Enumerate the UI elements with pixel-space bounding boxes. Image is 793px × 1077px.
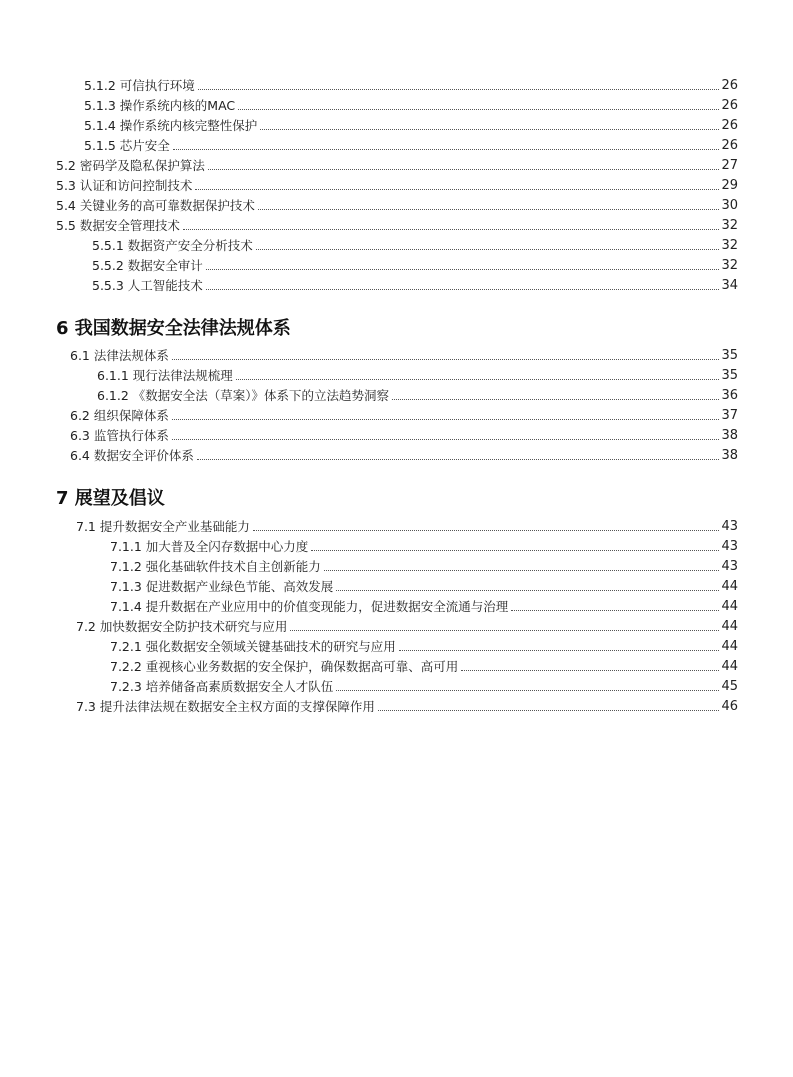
toc-entry-7-2[interactable] xyxy=(76,617,738,635)
toc-entry-title: 5.1.2 可信执行环境 xyxy=(84,78,195,93)
toc-entry-title: 7.3 提升法律法规在数据安全主权方面的支撑保障作用 xyxy=(76,699,375,714)
dot-leader xyxy=(399,650,720,651)
toc-page-number: 27 xyxy=(721,158,738,173)
toc-entry-title: 5.1.4 操作系统内核完整性保护 xyxy=(84,118,258,133)
toc-entry-title: 5.3 认证和访问控制技术 xyxy=(56,178,193,193)
dot-leader xyxy=(324,570,720,571)
toc-entry-6-3[interactable] xyxy=(70,426,738,444)
toc-page-number: 26 xyxy=(721,138,738,153)
toc-entry-7-2-3[interactable] xyxy=(110,677,738,695)
toc-entry-title: 7.1.3 促进数据产业绿色节能、高效发展 xyxy=(110,579,334,594)
dot-leader xyxy=(378,710,720,711)
toc-entry-6-1-2[interactable] xyxy=(97,386,738,404)
dot-leader xyxy=(511,610,719,611)
toc-entry-title: 5.5.3 人工智能技术 xyxy=(92,278,203,293)
dot-leader xyxy=(183,229,720,230)
toc-entry-5-3[interactable] xyxy=(56,176,738,194)
toc-entry-title: 5.5.1 数据资产安全分析技术 xyxy=(92,238,253,253)
toc-page-number: 26 xyxy=(721,78,738,93)
toc-page-number: 44 xyxy=(721,619,738,634)
toc-page-number: 37 xyxy=(721,408,738,423)
toc-entry-7-1-4[interactable] xyxy=(110,597,738,615)
toc-page-number: 34 xyxy=(721,278,738,293)
dot-leader xyxy=(256,249,720,250)
toc-entry-5-2[interactable] xyxy=(56,156,738,174)
dot-leader xyxy=(260,129,719,130)
toc-entry-7-1-2[interactable] xyxy=(110,557,738,575)
dot-leader xyxy=(198,89,720,90)
toc-page-number: 38 xyxy=(721,428,738,443)
toc-entry-title: 7.2.1 强化数据安全领域关键基础技术的研究与应用 xyxy=(110,639,396,654)
toc-page-number: 32 xyxy=(721,218,738,233)
toc-entry-6-1[interactable] xyxy=(70,346,738,364)
dot-leader xyxy=(206,289,720,290)
toc-entry-6-2[interactable] xyxy=(70,406,738,424)
toc-entry-title: 6.1.1 现行法律法规梳理 xyxy=(97,368,233,383)
dot-leader xyxy=(336,590,719,591)
toc-page-number: 36 xyxy=(721,388,738,403)
dot-leader xyxy=(236,379,720,380)
toc-page-number: 26 xyxy=(721,118,738,133)
toc-entry-title: 6.4 数据安全评价体系 xyxy=(70,448,194,463)
toc-entry-title: 6.3 监管执行体系 xyxy=(70,428,169,443)
toc-page-number: 44 xyxy=(721,659,738,674)
toc-entry-title: 5.4 关键业务的高可靠数据保护技术 xyxy=(56,198,255,213)
toc-entry-title: 7.1.1 加大普及全闪存数据中心力度 xyxy=(110,539,309,554)
toc-page-number: 43 xyxy=(721,559,738,574)
chapter-6-heading[interactable]: 6 我国数据安全法律法规体系 xyxy=(56,318,291,339)
toc-entry-5-5[interactable] xyxy=(56,216,738,234)
dot-leader xyxy=(392,399,719,400)
toc-page-number: 43 xyxy=(721,539,738,554)
toc-entry-5-4[interactable] xyxy=(56,196,738,214)
toc-entry-5-1-5[interactable] xyxy=(84,136,738,154)
toc-entry-title: 7.1.2 强化基础软件技术自主创新能力 xyxy=(110,559,321,574)
toc-page-number: 26 xyxy=(721,98,738,113)
dot-leader xyxy=(197,459,720,460)
toc-entry-5-5-1[interactable] xyxy=(92,236,738,254)
toc-entry-title: 5.1.3 操作系统内核的MAC xyxy=(84,98,236,113)
dot-leader xyxy=(172,419,720,420)
dot-leader xyxy=(195,189,719,190)
dot-leader xyxy=(290,630,719,631)
dot-leader xyxy=(208,169,720,170)
toc-page-number: 35 xyxy=(721,368,738,383)
toc-entry-title: 6.1.2 《数据安全法（草案）》体系下的立法趋势洞察 xyxy=(97,388,390,403)
toc-entry-title: 5.2 密码学及隐私保护算法 xyxy=(56,158,205,173)
toc-page-number: 44 xyxy=(721,639,738,654)
toc-page-number: 30 xyxy=(721,198,738,213)
toc-entry-title: 7.1.4 提升数据在产业应用中的价值变现能力，促进数据安全流通与治理 xyxy=(110,599,509,614)
toc-entry-title: 7.2.3 培养储备高素质数据安全人才队伍 xyxy=(110,679,334,694)
toc-page-number: 32 xyxy=(721,258,738,273)
toc-entry-7-1[interactable] xyxy=(76,517,738,535)
dot-leader xyxy=(172,439,720,440)
toc-page-number: 38 xyxy=(721,448,738,463)
dot-leader xyxy=(172,359,720,360)
toc-entry-6-4[interactable] xyxy=(70,446,738,464)
toc-entry-title: 7.2.2 重视核心业务数据的安全保护，确保数据高可靠、高可用 xyxy=(110,659,459,674)
toc-page-number: 44 xyxy=(721,599,738,614)
dot-leader xyxy=(311,550,719,551)
toc-entry-6-1-1[interactable] xyxy=(97,366,738,384)
toc-entry-5-5-2[interactable] xyxy=(92,256,738,274)
dot-leader xyxy=(238,109,719,110)
toc-page-number: 29 xyxy=(721,178,738,193)
toc-entry-5-1-2[interactable] xyxy=(84,76,738,94)
dot-leader xyxy=(461,670,719,671)
toc-entry-7-2-1[interactable] xyxy=(110,637,738,655)
toc-entry-7-1-1[interactable] xyxy=(110,537,738,555)
toc-entry-title: 6.1 法律法规体系 xyxy=(70,348,169,363)
toc-entry-5-1-4[interactable] xyxy=(84,116,738,134)
toc-page-number: 35 xyxy=(721,348,738,363)
toc-entry-title: 5.5 数据安全管理技术 xyxy=(56,218,180,233)
toc-page-number: 44 xyxy=(721,579,738,594)
toc-page-number: 45 xyxy=(721,679,738,694)
toc-entry-title: 5.5.2 数据安全审计 xyxy=(92,258,203,273)
toc-entry-5-5-3[interactable] xyxy=(92,276,738,294)
toc-page-number: 43 xyxy=(721,519,738,534)
toc-entry-7-2-2[interactable] xyxy=(110,657,738,675)
toc-page-number: 46 xyxy=(721,699,738,714)
dot-leader xyxy=(206,269,720,270)
toc-entry-title: 6.2 组织保障体系 xyxy=(70,408,169,423)
chapter-7-heading[interactable]: 7 展望及倡议 xyxy=(56,488,165,509)
toc-entry-title: 5.1.5 芯片安全 xyxy=(84,138,170,153)
toc-entry-7-3[interactable] xyxy=(76,697,738,715)
toc-entry-title: 7.2 加快数据安全防护技术研究与应用 xyxy=(76,619,288,634)
toc-entry-5-1-3[interactable] xyxy=(84,96,738,114)
dot-leader xyxy=(258,209,720,210)
toc-page-number: 32 xyxy=(721,238,738,253)
toc-entry-title: 7.1 提升数据安全产业基础能力 xyxy=(76,519,250,534)
dot-leader xyxy=(336,690,719,691)
dot-leader xyxy=(253,530,720,531)
toc-entry-7-1-3[interactable] xyxy=(110,577,738,595)
dot-leader xyxy=(173,149,720,150)
